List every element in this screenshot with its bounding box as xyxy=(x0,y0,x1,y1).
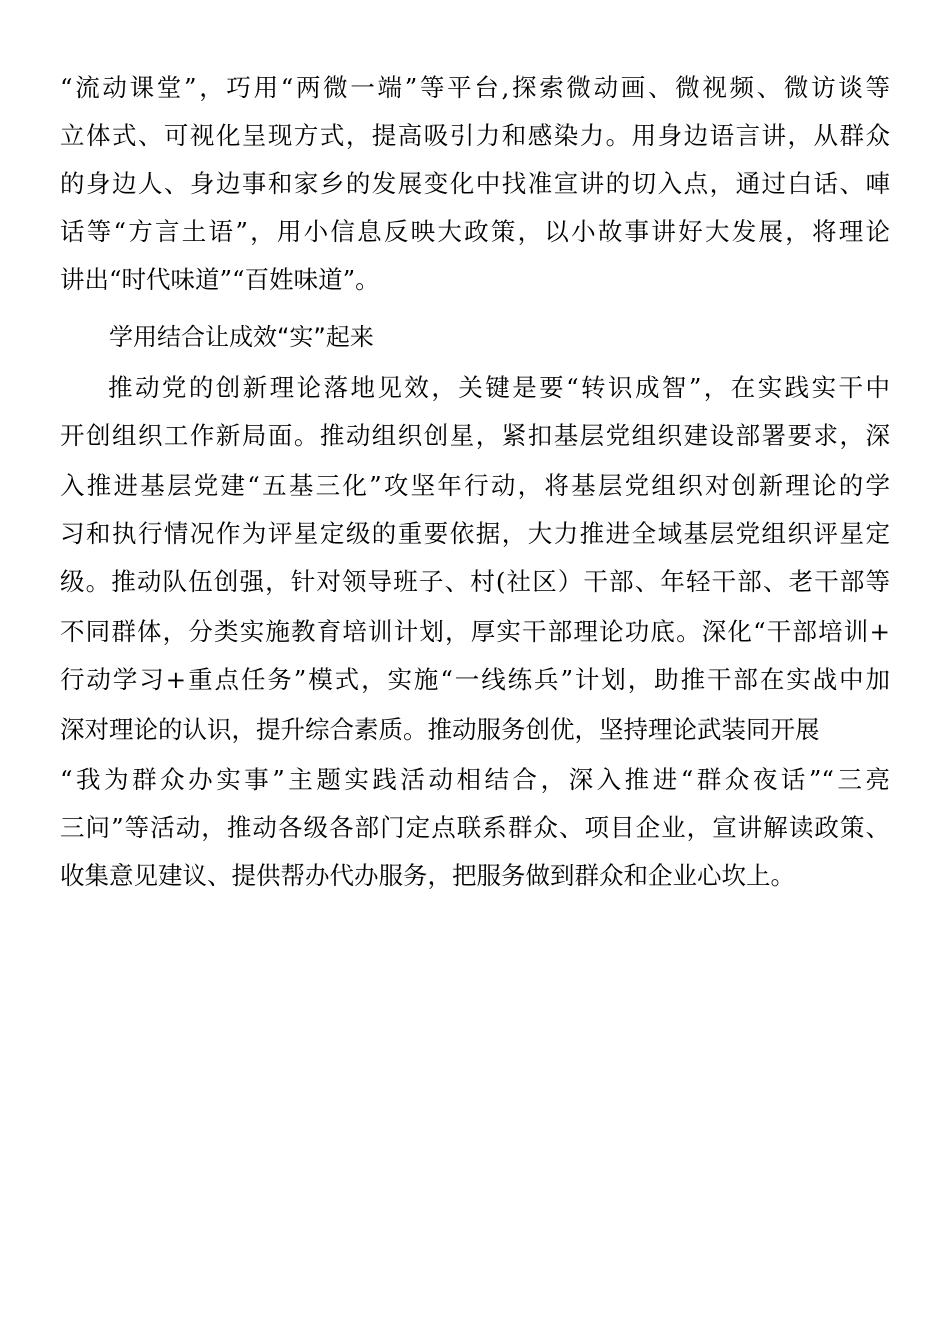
paragraph-2-line-2: 开创组织工作新局面。推动组织创星，紧扣基层党组织建设部署要求，深 xyxy=(60,421,890,450)
paragraph-2-line-9: “我为群众办实事”主题实践活动相结合，深入推进“群众夜话”“三亮 xyxy=(60,765,890,794)
paragraph-2-line-6: 不同群体，分类实施教育培训计划，厚实干部理论功底。深化“干部培训+ xyxy=(60,617,890,646)
paragraph-1-line-5: 讲出“时代味道”“百姓味道”。 xyxy=(60,265,380,294)
paragraph-2-line-10: 三问”等活动，推动各级各部门定点联系群众、项目企业，宣讲解读政策、 xyxy=(60,813,890,842)
paragraph-2-line-11: 收集意见建议、提供帮办代办服务，把服务做到群众和企业心坎上。 xyxy=(60,861,795,890)
paragraph-2-line-1: 推动党的创新理论落地见效，关键是要“转识成智”，在实践实干中 xyxy=(108,373,890,402)
paragraph-2-line-3: 入推进基层党建“五基三化”攻坚年行动，将基层党组织对创新理论的学 xyxy=(60,471,890,500)
paragraph-1-line-4: 话等“方言土语”，用小信息反映大政策，以小故事讲好大发展，将理论 xyxy=(60,217,890,246)
paragraph-2-line-5: 级。推动队伍创强，针对领导班子、村(社区）干部、年轻干部、老干部等 xyxy=(60,567,890,596)
paragraph-2-line-7: 行动学习+重点任务”模式，实施“一线练兵”计划，助推干部在实战中加 xyxy=(60,665,890,694)
paragraph-2-line-8: 深对理论的认识，提升综合素质。推动服务创优，坚持理论武装同开展 xyxy=(60,715,820,744)
paragraph-1-line-2: 立体式、可视化呈现方式，提高吸引力和感染力。用身边语言讲，从群众 xyxy=(60,121,890,150)
section-heading: 学用结合让成效“实”起来 xyxy=(109,323,374,351)
paragraph-1-line-3: 的身边人、身边事和家乡的发展变化中找准宣讲的切入点，通过白话、唓 xyxy=(60,169,890,198)
paragraph-1-line-1: “流动课堂”，巧用“两微一端”等平台,探索微动画、微视频、微访谈等 xyxy=(60,73,890,102)
paragraph-2-line-4: 习和执行情况作为评星定级的重要依据，大力推进全域基层党组织评星定 xyxy=(60,519,890,548)
